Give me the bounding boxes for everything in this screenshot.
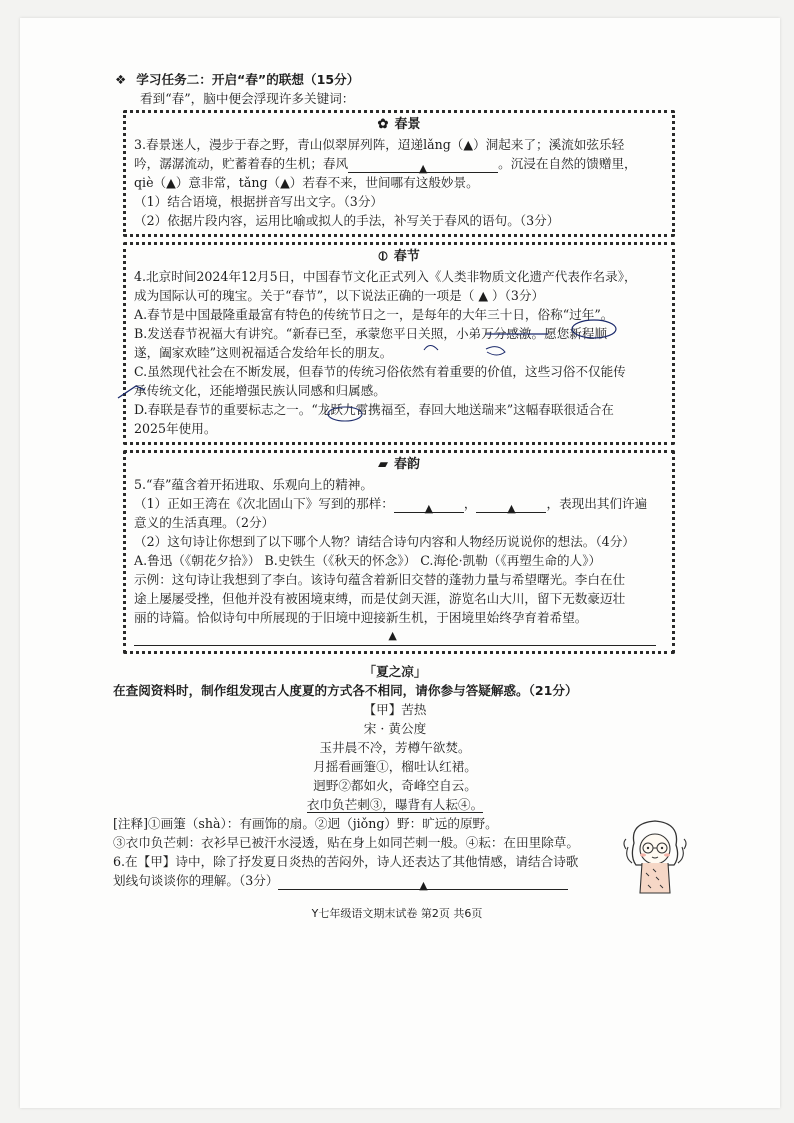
q5-sub2: （2）这句诗让你想到了以下哪个人物？请结合诗句内容和人物经历说说你的想法。（4分）	[134, 534, 635, 549]
spring-scenery-box	[123, 110, 675, 237]
task2-heading	[115, 70, 675, 89]
q3-line2-start: 吟，潺潺流动，贮蓄着春的生机；春风	[134, 156, 349, 171]
q5-sub1	[134, 494, 664, 513]
q6-answer-blank[interactable]	[278, 875, 568, 890]
blank-marker: ▲	[418, 162, 428, 175]
q5-line1: 5.“春”蕴含着开拓进取、乐观向上的精神。	[134, 477, 373, 492]
poem-line-4	[115, 795, 675, 814]
box2-title-text: 春节	[393, 249, 420, 264]
q3-sub2: （2）依据片段内容，运用比喻或拟人的手法，补写关于春风的语句。（3分）	[134, 213, 560, 228]
q6-line2-text: 划线句谈谈你的理解。（3分）	[113, 873, 279, 888]
q5-sub1-end: ，表现出其们许遍	[546, 496, 648, 511]
cartoon-girl-illustration	[620, 813, 690, 898]
poem-line-1: 玉井晨不冷，芳樽午欲焚。	[319, 740, 471, 755]
spring-charm-title	[134, 455, 664, 475]
flower-icon: ✿	[377, 117, 389, 132]
spring-wind-answer-blank[interactable]	[348, 158, 498, 173]
option-a[interactable]: A.春节是中国最隆重最富有特色的传统节日之一，是每年的大年三十日，俗称“过年”。	[134, 307, 614, 322]
summer-section-title: 「夏之凉」	[363, 664, 427, 679]
q3-line1: 3.春景迷人，漫步于春之野，青山似翠屏列阵，迢递lǎng（▲）洞起来了；溪流如弦乐轻	[134, 137, 625, 152]
blank-marker: ▲	[419, 879, 428, 892]
blank-marker: ▲	[507, 502, 516, 515]
poem-line-3: 迥野②都如火，奇峰空自云。	[313, 778, 477, 793]
q4-line2: 成为国际认可的瑰宝。关于“春节”，以下说法正确的一项是（ ▲ ）（3分）	[134, 288, 545, 303]
q5-example-line2: 途上屡屡受挫，但他并没有被困境束缚，而是仗剑天涯，游览名山大川，留下无数豪迈壮	[134, 591, 626, 606]
blank-marker: ▲	[388, 629, 397, 642]
q3-sub1: （1）结合语境，根据拼音写出文字。（3分）	[134, 194, 384, 209]
poem-line-4b: 曝背有人耘④。	[395, 797, 484, 812]
box3-title-text: 春韵	[393, 457, 420, 472]
poem-note-1: [注释]①画箑（shà）：有画饰的扇。②迥（jiǒng）野：旷远的原野。	[113, 816, 498, 831]
q3-line2-end: 。沉浸在自然的馈赠里，	[498, 156, 637, 171]
q4-line1: 4.北京时间2024年12月5日，中国春节文化正式列入《人类非物质文化遗产代表作名录》，	[134, 269, 637, 284]
q6-line2	[113, 871, 675, 890]
q5-sub1-start: （1）正如王湾在《次北固山下》写到的那样：	[134, 496, 394, 511]
spring-festival-title	[134, 247, 664, 267]
q5-answer-line[interactable]	[134, 629, 664, 647]
option-c-line1[interactable]: C.虽然现代社会在不断发展，但春节的传统习俗依然有着重要的价值，这些习俗不仅能传	[134, 364, 626, 379]
task2-intro: 看到“春”，脑中便会浮现许多关键词：	[140, 91, 355, 106]
spring-festival-box	[123, 242, 675, 445]
notebook-icon: ▰	[377, 457, 388, 472]
poem-author: 宋 · 黄公度	[363, 721, 427, 736]
poem-label: 【甲】苦热	[363, 702, 427, 717]
poem-line-2: 月摇看画箑①，榴吐认红裙。	[313, 759, 477, 774]
page-footer: Y七年级语文期末试卷 第2页 共6页	[311, 907, 483, 920]
q3-line3: qiè（▲）意非常，tǎng（▲）若春不来，世间哪有这般妙景。	[134, 175, 479, 190]
blank-marker: ▲	[424, 502, 434, 515]
q5-options: A.鲁迅（《朝花夕拾》） B.史铁生（《秋天的怀念》） C.海伦·凯勒（《再塑生命的人》）	[134, 553, 602, 568]
spring-charm-box	[123, 450, 675, 654]
underlined-poem-line	[307, 797, 483, 813]
q5-example-line3: 丽的诗篇。恰似诗句中所展现的于旧境中迎接新生机，于困境里始终孕育着希望。	[134, 610, 588, 625]
summer-intro: 在查阅资料时，制作组发现古人度夏的方式各不相同，请你参与答疑解惑。（21分）	[113, 683, 578, 698]
option-b-line1[interactable]: B.发送春节祝福大有讲究。“新春已至，承蒙您平日关照，小弟万分感激。愿您新程顺	[134, 326, 608, 341]
diamond-bullet-icon: ❖	[115, 72, 127, 87]
poem-blank-1[interactable]	[394, 498, 464, 513]
option-d-line2: 2025年使用。	[134, 421, 217, 436]
lantern-icon: ⦶	[378, 249, 388, 264]
poem-note-2: ③衣巾负芒刺：衣衫早已被汗水浸透，贴在身上如同芒刺一般。④耘：在田里除草。	[113, 835, 579, 850]
q5-example-line1: 示例：这句诗让我想到了李白。该诗句蕴含着新旧交替的蓬勃力量与希望曙光。李白在仕	[134, 572, 626, 587]
task2-heading-text: 学习任务二：开启“春”的联想（15分）	[136, 72, 360, 87]
page-content	[115, 70, 675, 890]
q6-line1: 6.在【甲】诗中，除了抒发夏日炎热的苦闷外，诗人还表达了其他情感，请结合诗歌	[113, 854, 579, 869]
poem-blank-2[interactable]	[476, 498, 546, 513]
spring-scenery-title	[134, 115, 664, 135]
q5-comma: ，	[463, 496, 477, 511]
option-d-line1[interactable]: D.春联是春节的重要标志之一。“龙跃九霄携福至，春回大地送瑞来”这幅春联很适合在	[134, 402, 614, 417]
poem-line-4a: 衣巾负芒刺③，	[306, 797, 395, 812]
q3-line2	[134, 154, 664, 173]
q5-sub1-cont: 意义的生活真理。（2分）	[134, 515, 275, 530]
box1-title-text: 春景	[394, 117, 421, 132]
option-c-line2: 承传统文化，还能增强民族认同感和归属感。	[134, 383, 386, 398]
option-b-line2: 遂，阖家欢睦”这则祝福适合发给年长的朋友。	[134, 345, 393, 360]
